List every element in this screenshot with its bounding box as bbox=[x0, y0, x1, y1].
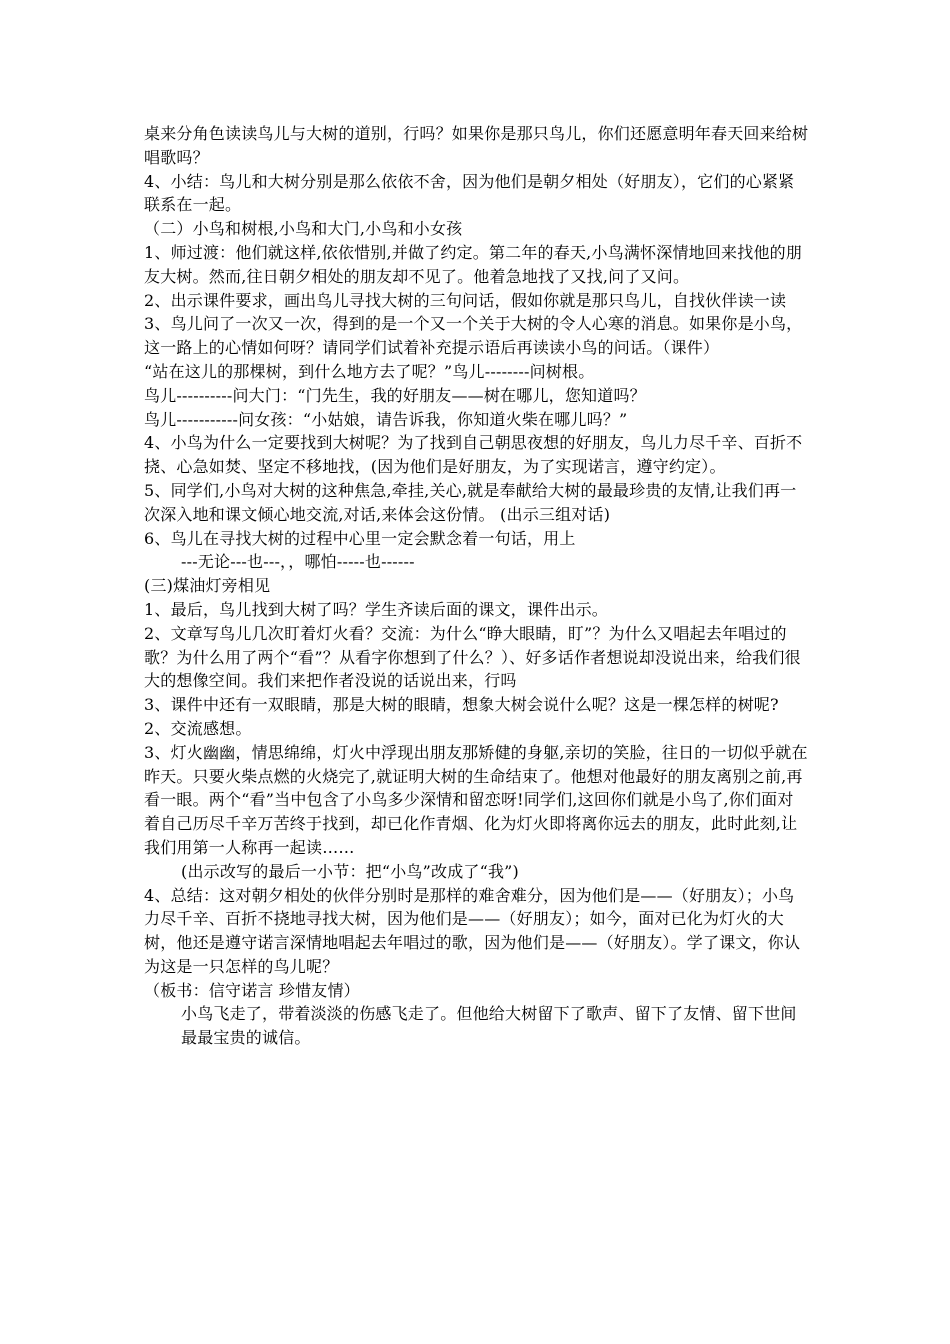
paragraph-indented: (出示改写的最后一小节：把“小鸟”改成了“我”) bbox=[181, 861, 520, 881]
paragraph: 4、小鸟为什么一定要找到大树呢？为了找到自己朝思夜想的好朋友，鸟儿力尽千辛、百折不挠、心急如焚、坚定不移地找，(因为他们是好朋友，为了实现诺言，遵守约定）。 bbox=[144, 433, 803, 477]
paragraph: 4、小结：鸟儿和大树分别是那么依依不舍，因为他们是朝夕相处（好朋友），它们的心紧紧联系在一起。 bbox=[144, 171, 795, 215]
paragraph: 3、灯火幽幽，情思绵绵，灯火中浮现出朋友那矫健的身躯,亲切的笑脸，往日的一切似乎就在昨天。只要火柴点燃的火烧完了,就证明大树的生命结束了。他想对他最好的朋友离别之前,再看一眼。两个“看”当中包含了小鸟多少深情和留恋呀!同学们,这回你们就是小鸟了,你们面对着自己历尽千辛万苦终于找到，却已化作青烟、化为灯火即将离你远去的朋友，此时此刻,让我们用第一人称再一起读…… bbox=[144, 742, 808, 857]
paragraph: 1、最后，鸟儿找到大树了吗？学生齐读后面的课文，课件出示。 bbox=[144, 599, 608, 619]
paragraph: 3、课件中还有一双眼睛，那是大树的眼睛，想象大树会说什么呢？这是一棵怎样的树呢? bbox=[144, 695, 779, 715]
section-heading: （二）小鸟和树根,小鸟和大门,小鸟和小女孩 bbox=[144, 219, 463, 239]
paragraph: 桌来分角色读读鸟儿与大树的道别，行吗？如果你是那只鸟儿，你们还愿意明年春天回来给树唱歌吗？ bbox=[144, 124, 809, 167]
paragraph: （板书：信守诺言 珍惜友情） bbox=[144, 980, 360, 1000]
paragraph: 3、鸟儿问了一次又一次，得到的是一个又一个关于大树的令人心寒的消息。如果你是小鸟，这一路上的心情如何呀？请同学们试着补充提示语后再读读小鸟的问话。（课件） bbox=[144, 314, 803, 358]
section-heading: (三)煤油灯旁相见 bbox=[144, 576, 271, 596]
paragraph: 4、总结：这对朝夕相处的伙伴分别时是那样的难舍难分，因为他们是——（好朋友）；小鸟力尽千辛、百折不挠地寻找大树，因为他们是——（好朋友）；如今，面对已化为灯火的大树，他还是遵守诺言深情地唱起去年唱过的歌，因为他们是——（好朋友）。学了课文，你认为这是一只怎样的鸟儿呢？ bbox=[144, 885, 801, 976]
paragraph: “站在这儿的那棵树，到什么地方去了呢？”鸟儿--------问树根。 bbox=[144, 361, 595, 381]
paragraph: 1、师过渡：他们就这样,依依惜别,并做了约定。第二年的春天,小鸟满怀深情地回来找他的朋友大树。然而,往日朝夕相处的朋友却不见了。他着急地找了又找,问了又问。 bbox=[144, 242, 803, 286]
paragraph: 5、同学们,小鸟对大树的这种焦急,牵挂,关心,就是奉献给大树的最最珍贵的友情,让我们再一次深入地和课文倾心地交流,对话,来体会这份情。 (出示三组对话) bbox=[144, 480, 797, 524]
paragraph: 鸟儿-----------问女孩：“小姑娘，请告诉我，你知道火柴在哪儿吗？” bbox=[144, 409, 628, 429]
paragraph: 鸟儿----------问大门：“门先生，我的好朋友——树在哪儿，您知道吗？ bbox=[144, 385, 646, 405]
paragraph-indented: 小鸟飞走了，带着淡淡的伤感飞走了。但他给大树留下了歌声、留下了友情、留下世间最最宝贵的诚信。 bbox=[181, 1004, 797, 1048]
paragraph: 6、鸟儿在寻找大树的过程中心里一定会默念着一句话，用上 bbox=[144, 528, 576, 548]
paragraph: 2、出示课件要求，画出鸟儿寻找大树的三句问话，假如你就是那只鸟儿，自找伙伴读一读 bbox=[144, 290, 787, 310]
paragraph: 2、文章写鸟儿几次盯着灯火看？交流：为什么“睁大眼睛，盯”？为什么又唱起去年唱过的歌？为什么用了两个“看”？从看字你想到了什么？）、好多话作者想说却没说出来，给我们很大的想像空间。我们来把作者没说的话说出来，行吗 bbox=[144, 623, 801, 691]
document-body bbox=[144, 122, 809, 1050]
paragraph-indented: ---无论---也---，，哪怕-----也------ bbox=[181, 552, 415, 572]
paragraph: 2、交流感想。 bbox=[144, 718, 252, 738]
